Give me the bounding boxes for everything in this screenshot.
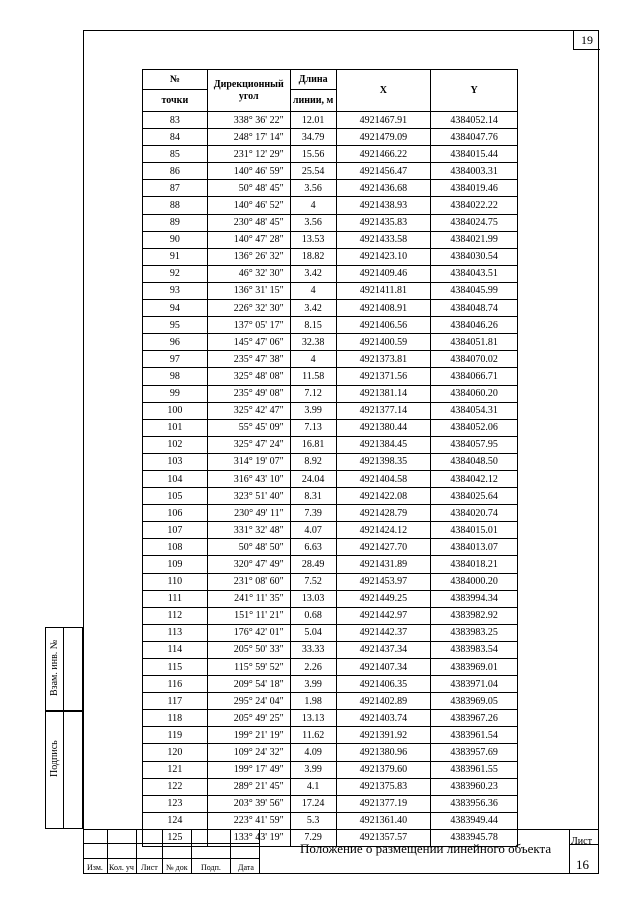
cell-no: 117 <box>143 693 208 710</box>
table-row <box>143 129 518 146</box>
cell-y: 4383956.36 <box>431 795 518 812</box>
table-row <box>143 539 518 556</box>
cell-ang: 151° 11' 21" <box>207 607 290 624</box>
cell-no: 85 <box>143 146 208 163</box>
cell-ang: 230° 48' 45" <box>207 214 290 231</box>
cell-no: 105 <box>143 488 208 505</box>
cell-len: 4 <box>290 282 336 299</box>
cell-len: 2.26 <box>290 659 336 676</box>
cell-ang: 230° 49' 11" <box>207 505 290 522</box>
cell-x: 4921403.74 <box>336 710 431 727</box>
header-points: точки <box>143 90 208 112</box>
cell-x: 4921400.59 <box>336 334 431 351</box>
cell-ang: 136° 31' 15" <box>207 282 290 299</box>
cell-no: 87 <box>143 180 208 197</box>
cell-len: 34.79 <box>290 129 336 146</box>
cell-len: 8.31 <box>290 488 336 505</box>
cell-no: 115 <box>143 659 208 676</box>
cell-no: 101 <box>143 419 208 436</box>
cell-y: 4384043.51 <box>431 265 518 282</box>
cell-x: 4921402.89 <box>336 693 431 710</box>
cell-ang: 133° 43' 19" <box>207 829 290 846</box>
cell-len: 18.82 <box>290 248 336 265</box>
cell-len: 13.53 <box>290 231 336 248</box>
cell-x: 4921406.56 <box>336 317 431 334</box>
cell-y: 4384046.26 <box>431 317 518 334</box>
cell-x: 4921380.96 <box>336 744 431 761</box>
cell-y: 4384015.44 <box>431 146 518 163</box>
cell-len: 15.56 <box>290 146 336 163</box>
cell-y: 4383957.69 <box>431 744 518 761</box>
cell-no: 90 <box>143 231 208 248</box>
cell-ang: 109° 24' 32" <box>207 744 290 761</box>
cell-y: 4384052.06 <box>431 419 518 436</box>
cell-x: 4921357.57 <box>336 829 431 846</box>
cell-y: 4384048.50 <box>431 453 518 470</box>
table-row <box>143 334 518 351</box>
stamp-col-kol: Кол. уч <box>109 863 134 872</box>
cell-no: 102 <box>143 436 208 453</box>
cell-x: 4921428.79 <box>336 505 431 522</box>
cell-y: 4384057.95 <box>431 436 518 453</box>
cell-y: 4384022.22 <box>431 197 518 214</box>
cell-x: 4921377.19 <box>336 795 431 812</box>
cell-x: 4921379.60 <box>336 761 431 778</box>
cell-ang: 248° 17' 14" <box>207 129 290 146</box>
cell-x: 4921431.89 <box>336 556 431 573</box>
cell-ang: 140° 47' 28" <box>207 231 290 248</box>
table-row <box>143 231 518 248</box>
table-row <box>143 761 518 778</box>
header-x: X <box>336 70 431 112</box>
cell-y: 4384045.99 <box>431 282 518 299</box>
cell-x: 4921433.58 <box>336 231 431 248</box>
table-row <box>143 112 518 129</box>
cell-no: 119 <box>143 727 208 744</box>
cell-no: 84 <box>143 129 208 146</box>
cell-ang: 115° 59' 52" <box>207 659 290 676</box>
cell-x: 4921371.56 <box>336 368 431 385</box>
cell-ang: 316° 43' 10" <box>207 470 290 487</box>
cell-len: 5.04 <box>290 624 336 641</box>
cell-no: 116 <box>143 676 208 693</box>
table-row <box>143 300 518 317</box>
cell-ang: 235° 47' 38" <box>207 351 290 368</box>
table-row <box>143 317 518 334</box>
cell-len: 7.29 <box>290 829 336 846</box>
stamp-col-ndok: № док <box>166 863 188 872</box>
cell-len: 3.99 <box>290 761 336 778</box>
cell-len: 11.58 <box>290 368 336 385</box>
cell-no: 98 <box>143 368 208 385</box>
cell-y: 4384019.46 <box>431 180 518 197</box>
cell-y: 4384054.31 <box>431 402 518 419</box>
cell-y: 4383969.01 <box>431 659 518 676</box>
cell-x: 4921384.45 <box>336 436 431 453</box>
cell-x: 4921408.91 <box>336 300 431 317</box>
cell-x: 4921361.40 <box>336 812 431 829</box>
cell-x: 4921398.35 <box>336 453 431 470</box>
page-number-top: 19 <box>573 31 600 50</box>
cell-x: 4921466.22 <box>336 146 431 163</box>
cell-len: 3.99 <box>290 402 336 419</box>
cell-no: 120 <box>143 744 208 761</box>
cell-x: 4921438.93 <box>336 197 431 214</box>
table-row <box>143 419 518 436</box>
table-row <box>143 607 518 624</box>
cell-ang: 289° 21' 45" <box>207 778 290 795</box>
cell-y: 4384018.21 <box>431 556 518 573</box>
cell-no: 113 <box>143 624 208 641</box>
cell-len: 17.24 <box>290 795 336 812</box>
cell-len: 8.92 <box>290 453 336 470</box>
cell-y: 4384051.81 <box>431 334 518 351</box>
cell-y: 4383971.04 <box>431 676 518 693</box>
cell-no: 123 <box>143 795 208 812</box>
cell-len: 7.39 <box>290 505 336 522</box>
cell-len: 13.03 <box>290 590 336 607</box>
cell-len: 16.81 <box>290 436 336 453</box>
cell-len: 32.38 <box>290 334 336 351</box>
cell-ang: 325° 47' 24" <box>207 436 290 453</box>
cell-ang: 325° 48' 08" <box>207 368 290 385</box>
cell-y: 4384048.74 <box>431 300 518 317</box>
table-row <box>143 505 518 522</box>
cell-y: 4384052.14 <box>431 112 518 129</box>
cell-ang: 209° 54' 18" <box>207 676 290 693</box>
cell-ang: 320° 47' 49" <box>207 556 290 573</box>
cell-y: 4384013.07 <box>431 539 518 556</box>
cell-ang: 145° 47' 06" <box>207 334 290 351</box>
cell-x: 4921407.34 <box>336 659 431 676</box>
cell-no: 112 <box>143 607 208 624</box>
cell-no: 99 <box>143 385 208 402</box>
side-label-podpis: Подпись <box>49 740 60 777</box>
table-row <box>143 710 518 727</box>
cell-no: 118 <box>143 710 208 727</box>
table-row <box>143 282 518 299</box>
table-row <box>143 368 518 385</box>
sheet-number: 16 <box>576 857 589 872</box>
cell-y: 4383960.23 <box>431 778 518 795</box>
cell-no: 107 <box>143 522 208 539</box>
cell-y: 4384021.99 <box>431 231 518 248</box>
cell-y: 4384024.75 <box>431 214 518 231</box>
cell-ang: 295° 24' 04" <box>207 693 290 710</box>
cell-ang: 140° 46' 52" <box>207 197 290 214</box>
table-row <box>143 385 518 402</box>
cell-len: 8.15 <box>290 317 336 334</box>
cell-ang: 50° 48' 45" <box>207 180 290 197</box>
side-label-vzam: Взам. инв. № <box>49 639 60 696</box>
cell-x: 4921442.97 <box>336 607 431 624</box>
table-row <box>143 214 518 231</box>
cell-y: 4384070.02 <box>431 351 518 368</box>
cell-ang: 205° 50' 33" <box>207 641 290 658</box>
cell-y: 4383982.92 <box>431 607 518 624</box>
cell-no: 83 <box>143 112 208 129</box>
cell-no: 109 <box>143 556 208 573</box>
table-row <box>143 197 518 214</box>
cell-no: 94 <box>143 300 208 317</box>
cell-ang: 325° 42' 47" <box>207 402 290 419</box>
header-y: Y <box>431 70 518 112</box>
cell-len: 1.98 <box>290 693 336 710</box>
cell-no: 104 <box>143 470 208 487</box>
cell-len: 3.42 <box>290 265 336 282</box>
cell-y: 4383983.25 <box>431 624 518 641</box>
cell-len: 24.04 <box>290 470 336 487</box>
cell-x: 4921373.81 <box>336 351 431 368</box>
cell-x: 4921449.25 <box>336 590 431 607</box>
cell-y: 4384060.20 <box>431 385 518 402</box>
cell-ang: 203° 39' 56" <box>207 795 290 812</box>
cell-ang: 46° 32' 30" <box>207 265 290 282</box>
table-row <box>143 146 518 163</box>
cell-x: 4921427.70 <box>336 539 431 556</box>
cell-x: 4921423.10 <box>336 248 431 265</box>
cell-x: 4921422.08 <box>336 488 431 505</box>
cell-y: 4384066.71 <box>431 368 518 385</box>
cell-y: 4384030.54 <box>431 248 518 265</box>
cell-len: 3.56 <box>290 214 336 231</box>
cell-no: 93 <box>143 282 208 299</box>
header-angle: Дирекционный угол <box>207 70 290 112</box>
cell-no: 121 <box>143 761 208 778</box>
header-no: № <box>143 70 208 90</box>
cell-no: 124 <box>143 812 208 829</box>
cell-ang: 55° 45' 09" <box>207 419 290 436</box>
cell-ang: 50° 48' 50" <box>207 539 290 556</box>
cell-no: 111 <box>143 590 208 607</box>
cell-x: 4921411.81 <box>336 282 431 299</box>
cell-x: 4921381.14 <box>336 385 431 402</box>
cell-len: 28.49 <box>290 556 336 573</box>
table-row <box>143 744 518 761</box>
cell-ang: 226° 32' 30" <box>207 300 290 317</box>
cell-len: 7.13 <box>290 419 336 436</box>
cell-x: 4921442.37 <box>336 624 431 641</box>
cell-len: 3.99 <box>290 676 336 693</box>
table-row <box>143 470 518 487</box>
cell-y: 4383967.26 <box>431 710 518 727</box>
table-row <box>143 180 518 197</box>
cell-len: 33.33 <box>290 641 336 658</box>
cell-no: 106 <box>143 505 208 522</box>
cell-ang: 241° 11' 35" <box>207 590 290 607</box>
table-row <box>143 676 518 693</box>
cell-len: 4.09 <box>290 744 336 761</box>
cell-len: 5.3 <box>290 812 336 829</box>
cell-y: 4384020.74 <box>431 505 518 522</box>
cell-ang: 331° 32' 48" <box>207 522 290 539</box>
cell-len: 12.01 <box>290 112 336 129</box>
cell-ang: 338° 36' 22" <box>207 112 290 129</box>
table-row <box>143 590 518 607</box>
cell-no: 97 <box>143 351 208 368</box>
cell-ang: 176° 42' 01" <box>207 624 290 641</box>
header-length-top: Длина <box>290 70 336 90</box>
cell-no: 100 <box>143 402 208 419</box>
cell-no: 125 <box>143 829 208 846</box>
cell-x: 4921375.83 <box>336 778 431 795</box>
cell-ang: 314° 19' 07" <box>207 453 290 470</box>
cell-ang: 231° 08' 60" <box>207 573 290 590</box>
cell-ang: 231° 12' 29" <box>207 146 290 163</box>
cell-y: 4384003.31 <box>431 163 518 180</box>
cell-len: 4.07 <box>290 522 336 539</box>
table-row <box>143 163 518 180</box>
cell-x: 4921409.46 <box>336 265 431 282</box>
cell-x: 4921380.44 <box>336 419 431 436</box>
cell-no: 103 <box>143 453 208 470</box>
cell-ang: 323° 51' 40" <box>207 488 290 505</box>
table-row <box>143 556 518 573</box>
cell-ang: 199° 17' 49" <box>207 761 290 778</box>
cell-ang: 140° 46' 59" <box>207 163 290 180</box>
cell-len: 3.56 <box>290 180 336 197</box>
cell-no: 86 <box>143 163 208 180</box>
cell-no: 122 <box>143 778 208 795</box>
cell-y: 4383961.55 <box>431 761 518 778</box>
table-row <box>143 522 518 539</box>
cell-ang: 205° 49' 25" <box>207 710 290 727</box>
cell-x: 4921406.35 <box>336 676 431 693</box>
cell-no: 88 <box>143 197 208 214</box>
stamp-col-izm: Изм. <box>87 863 103 872</box>
stamp-col-list: Лист <box>141 863 158 872</box>
cell-ang: 137° 05' 17" <box>207 317 290 334</box>
table-row <box>143 795 518 812</box>
cell-len: 7.52 <box>290 573 336 590</box>
cell-y: 4383969.05 <box>431 693 518 710</box>
cell-ang: 235° 49' 08" <box>207 385 290 402</box>
table-row <box>143 265 518 282</box>
cell-y: 4383994.34 <box>431 590 518 607</box>
cell-x: 4921404.58 <box>336 470 431 487</box>
cell-y: 4384042.12 <box>431 470 518 487</box>
cell-no: 92 <box>143 265 208 282</box>
table-row <box>143 488 518 505</box>
sheet-label: Лист <box>571 836 592 847</box>
cell-x: 4921479.09 <box>336 129 431 146</box>
cell-no: 110 <box>143 573 208 590</box>
cell-y: 4383949.44 <box>431 812 518 829</box>
cell-len: 4 <box>290 197 336 214</box>
cell-x: 4921437.34 <box>336 641 431 658</box>
table-row <box>143 573 518 590</box>
cell-len: 4.1 <box>290 778 336 795</box>
cell-x: 4921456.47 <box>336 163 431 180</box>
cell-x: 4921391.92 <box>336 727 431 744</box>
cell-y: 4383961.54 <box>431 727 518 744</box>
cell-y: 4383983.54 <box>431 641 518 658</box>
cell-x: 4921424.12 <box>336 522 431 539</box>
cell-x: 4921436.68 <box>336 180 431 197</box>
cell-len: 25.54 <box>290 163 336 180</box>
table-row <box>143 351 518 368</box>
cell-len: 7.12 <box>290 385 336 402</box>
cell-ang: 136° 26' 32" <box>207 248 290 265</box>
header-length-bottom: линии, м <box>290 90 336 112</box>
cell-x: 4921453.97 <box>336 573 431 590</box>
table-row <box>143 693 518 710</box>
cell-y: 4384000.20 <box>431 573 518 590</box>
coordinates-table <box>142 69 518 847</box>
table-body <box>143 112 518 847</box>
table-row <box>143 402 518 419</box>
stamp-col-data: Дата <box>238 863 254 872</box>
cell-no: 91 <box>143 248 208 265</box>
table-row <box>143 248 518 265</box>
table-row <box>143 453 518 470</box>
table-row <box>143 624 518 641</box>
cell-len: 3.42 <box>290 300 336 317</box>
cell-x: 4921435.83 <box>336 214 431 231</box>
side-stamp-vzam <box>45 627 83 711</box>
table-row <box>143 641 518 658</box>
cell-no: 95 <box>143 317 208 334</box>
cell-len: 6.63 <box>290 539 336 556</box>
table-row <box>143 659 518 676</box>
cell-y: 4384025.64 <box>431 488 518 505</box>
cell-x: 4921467.91 <box>336 112 431 129</box>
cell-ang: 199° 21' 19" <box>207 727 290 744</box>
cell-ang: 223° 41' 59" <box>207 812 290 829</box>
cell-no: 89 <box>143 214 208 231</box>
cell-len: 11.62 <box>290 727 336 744</box>
stamp-col-podp: Подп. <box>201 863 221 872</box>
cell-y: 4384047.76 <box>431 129 518 146</box>
side-stamp-podpis <box>45 711 83 829</box>
cell-len: 13.13 <box>290 710 336 727</box>
cell-no: 114 <box>143 641 208 658</box>
cell-len: 4 <box>290 351 336 368</box>
table-row <box>143 778 518 795</box>
table-row <box>143 727 518 744</box>
cell-no: 108 <box>143 539 208 556</box>
cell-x: 4921377.14 <box>336 402 431 419</box>
table-row <box>143 812 518 829</box>
document-title: Положение о размещении линейного объекта <box>300 841 552 856</box>
table-row <box>143 436 518 453</box>
cell-y: 4384015.01 <box>431 522 518 539</box>
cell-no: 96 <box>143 334 208 351</box>
cell-y: 4383945.78 <box>431 829 518 846</box>
cell-len: 0.68 <box>290 607 336 624</box>
